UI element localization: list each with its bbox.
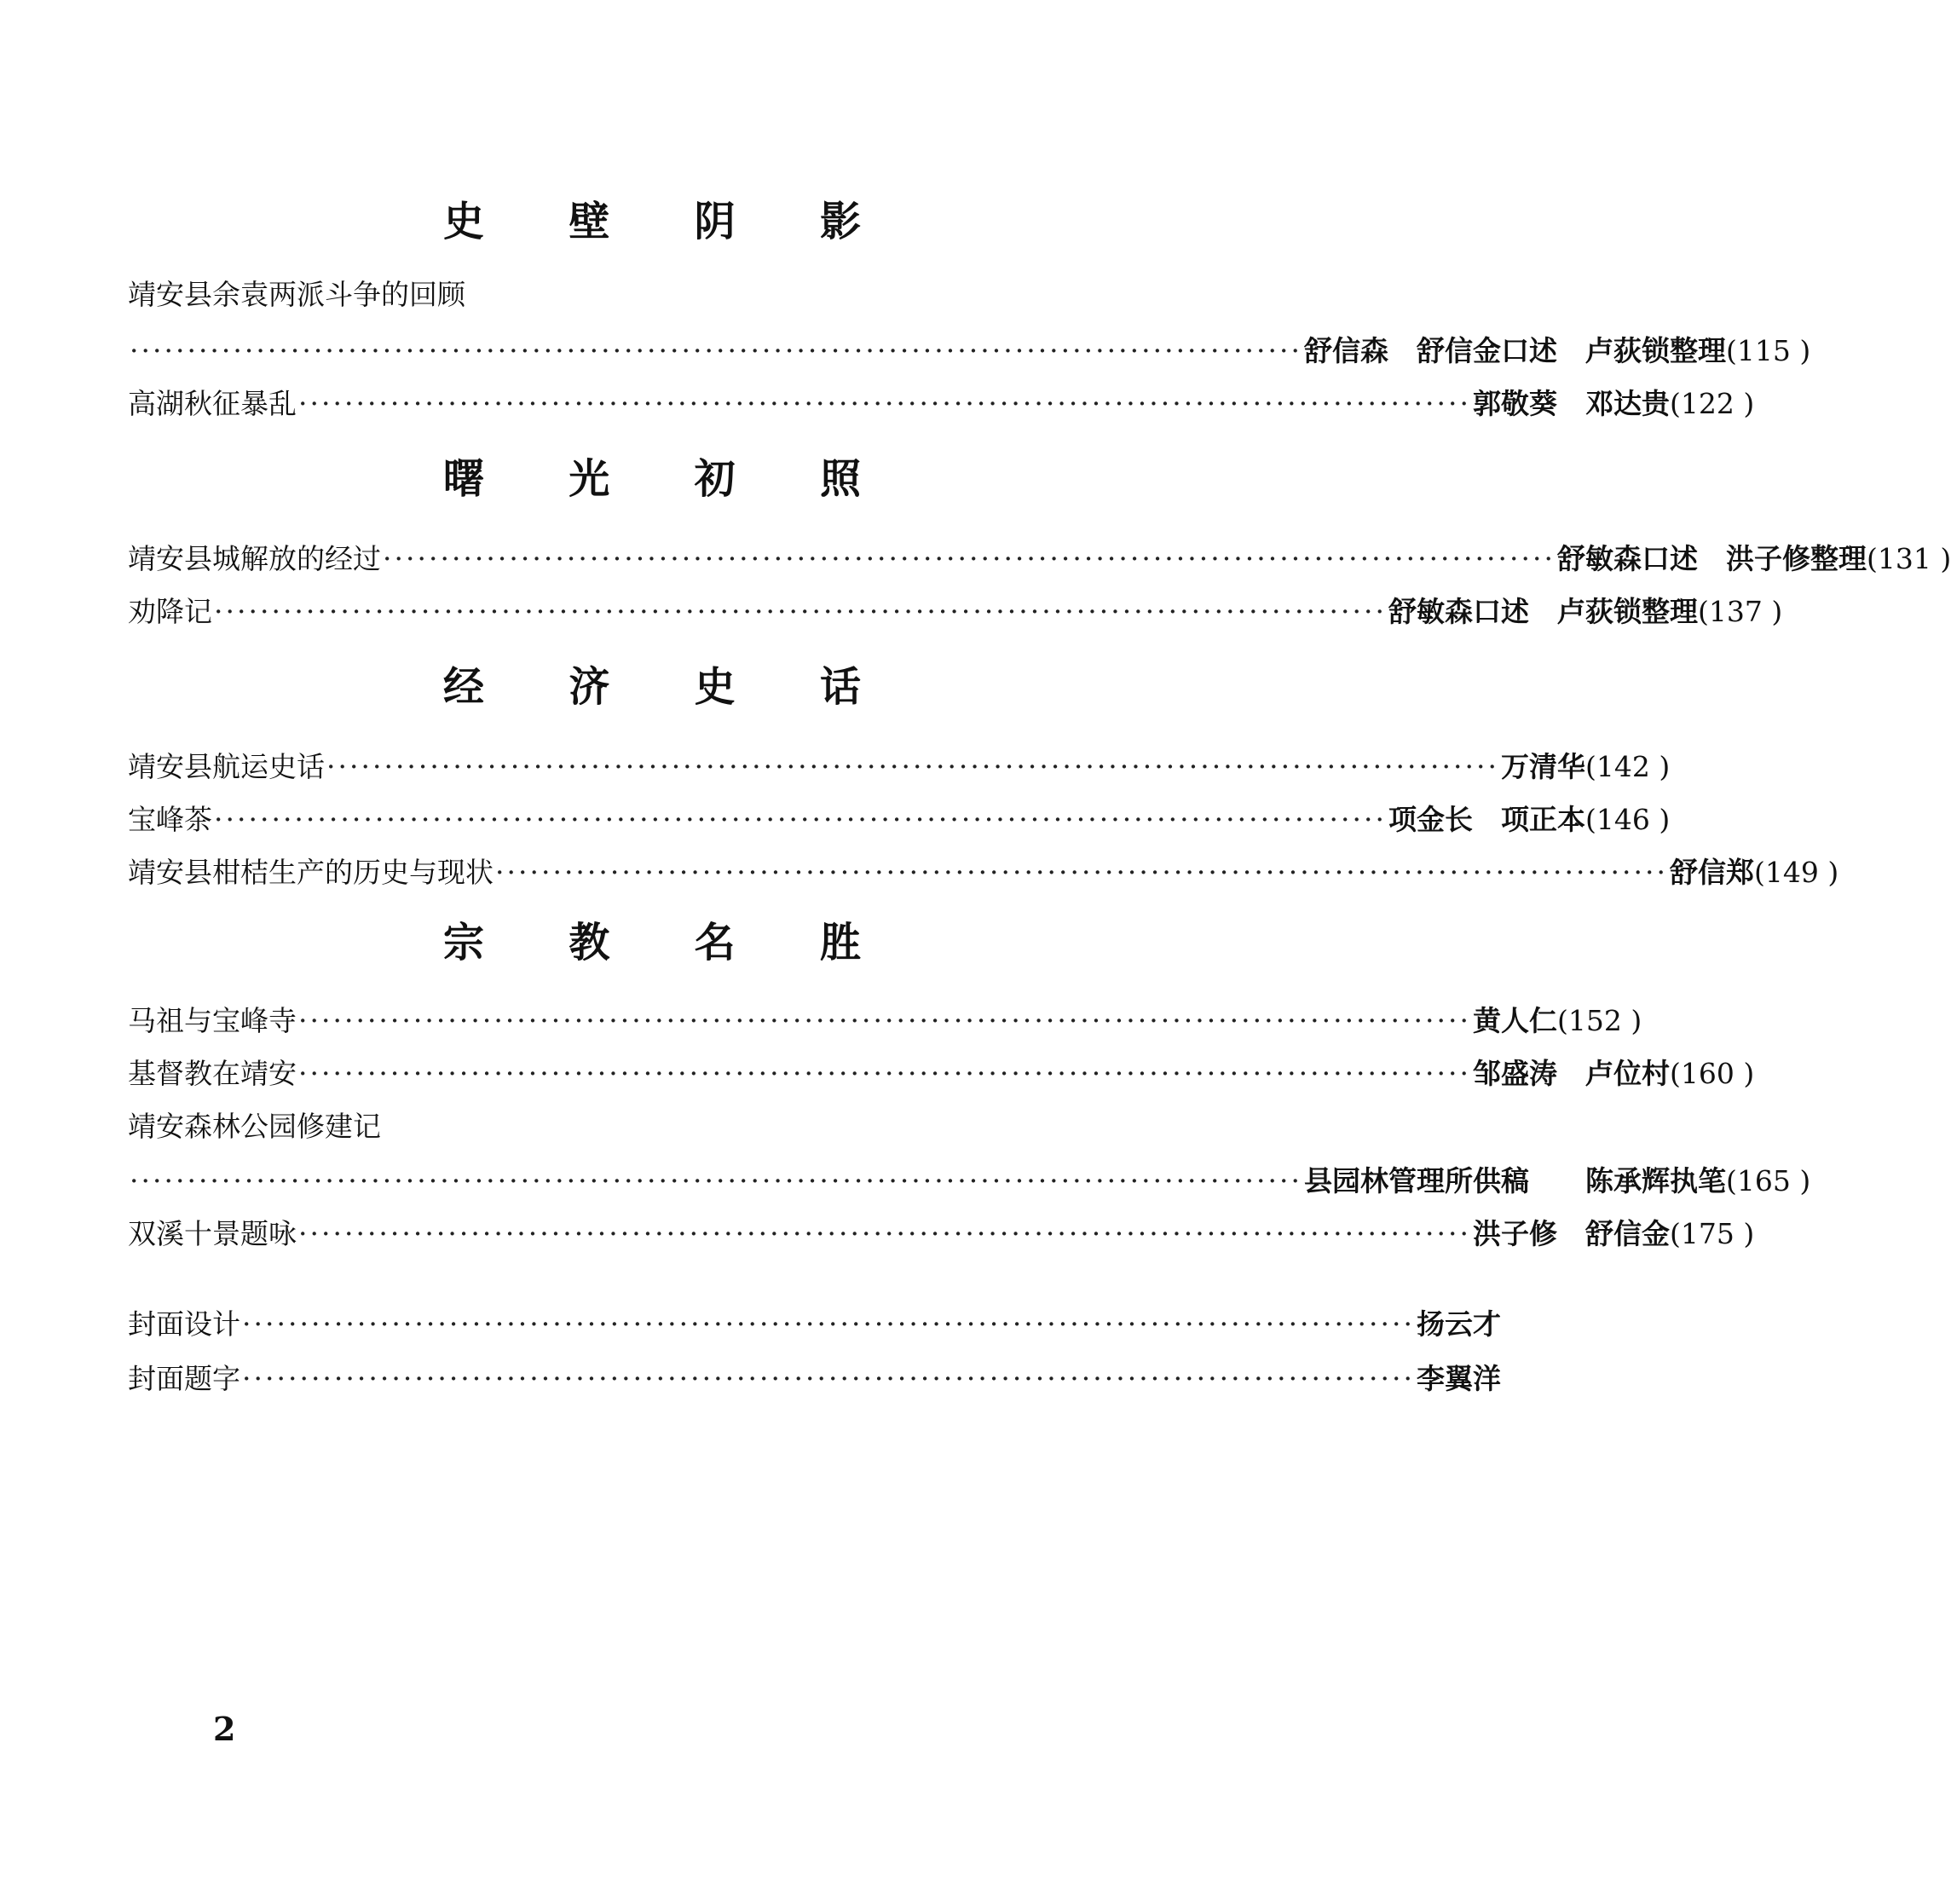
- leader-dots: ······································································································: [298, 1004, 1471, 1038]
- toc-entry-title: 劝降记: [128, 595, 212, 629]
- toc-entry-page: (142 ): [1584, 750, 1671, 784]
- section-title-char: 济: [569, 663, 610, 711]
- section-title-2: [443, 455, 861, 503]
- leader-dots: ······································································································: [130, 1164, 1302, 1198]
- section-title-char: 宗: [443, 919, 485, 966]
- section-title-char: 初: [694, 455, 736, 503]
- toc-entry-page: (165 ): [1725, 1164, 1811, 1198]
- section-title-char: 影: [819, 198, 861, 245]
- toc-entry-page: (152 ): [1556, 1004, 1642, 1038]
- toc-entry-credit: 洪子修 舒信金: [1472, 1217, 1670, 1251]
- leader-dots: ······································································································: [298, 1217, 1471, 1251]
- toc-entry[interactable]: [128, 378, 1755, 421]
- section-title-char: 话: [819, 663, 861, 711]
- leader-dots: ······································································································: [242, 1307, 1415, 1341]
- section-title-char: 光: [569, 455, 610, 503]
- toc-entry-credit: 郭敬葵 邓达贵: [1472, 387, 1670, 421]
- toc-entry-title: 宝峰茶: [128, 803, 212, 837]
- leader-dots: ······································································································: [298, 387, 1471, 421]
- leader-dots: ······································································································: [495, 856, 1668, 890]
- toc-entry[interactable]: [128, 534, 1951, 576]
- toc-entry-page: (160 ): [1669, 1057, 1755, 1091]
- toc-entry-title: 靖安县余袁两派斗争的回顾: [128, 278, 465, 311]
- leader-dots: ······································································································: [214, 803, 1387, 837]
- toc-entry[interactable]: [128, 741, 1671, 784]
- cover-credit-title: 封面题字: [128, 1362, 240, 1396]
- toc-entry-page: (149 ): [1753, 856, 1839, 890]
- toc-entry-title: 高湖秋征暴乱: [128, 387, 297, 421]
- section-title-4: [443, 919, 861, 966]
- toc-entry-page: (131 ): [1866, 542, 1951, 576]
- toc-entry-title: 双溪十景题咏: [128, 1217, 297, 1251]
- toc-entry-credit: 舒敏森口述 洪子修整理: [1556, 542, 1867, 576]
- toc-entry-credit: 舒信森 舒信金口述 卢荻锁整理: [1303, 334, 1726, 368]
- section-title-char: 阴: [694, 198, 736, 245]
- toc-entry-credit: 舒信郑: [1669, 856, 1754, 890]
- section-title-char: 壁: [569, 198, 610, 245]
- section-title-char: 曙: [443, 455, 485, 503]
- toc-entry-page: (175 ): [1669, 1217, 1755, 1251]
- toc-entry[interactable]: [128, 995, 1642, 1038]
- toc-entry[interactable]: [128, 326, 1811, 368]
- leader-dots: ······································································································: [298, 1057, 1471, 1091]
- leader-dots: ······································································································: [326, 750, 1499, 784]
- toc-entry-page: (146 ): [1584, 803, 1671, 837]
- cover-credit-title: 封面设计: [128, 1307, 240, 1341]
- toc-entry-title: 马祖与宝峰寺: [128, 1004, 297, 1038]
- toc-entry[interactable]: [128, 586, 1783, 629]
- toc-entry[interactable]: [128, 794, 1671, 837]
- section-title-char: 史: [694, 663, 736, 711]
- section-title-char: 胜: [819, 919, 861, 966]
- cover-credit-name: 扬云才: [1416, 1307, 1501, 1341]
- toc-entry-title: 靖安县航运史话: [128, 750, 325, 784]
- section-title-1: [443, 198, 861, 245]
- toc-entry-title: 靖安森林公园修建记: [128, 1110, 381, 1143]
- toc-entry-title: 基督教在靖安: [128, 1057, 297, 1091]
- section-title-char: 名: [694, 919, 736, 966]
- toc-entry-title: 靖安县城解放的经过: [128, 542, 381, 576]
- toc-entry-page: (137 ): [1697, 595, 1783, 629]
- toc-entry-credit: 县园林管理所供稿 陈承辉执笔: [1303, 1164, 1726, 1198]
- toc-entry-credit: 舒敏森口述 卢荻锁整理: [1388, 595, 1698, 629]
- page-number: 2: [213, 1710, 236, 1748]
- toc-entry[interactable]: [128, 847, 1839, 890]
- section-title-3: [443, 663, 861, 711]
- section-title-char: 照: [819, 455, 861, 503]
- leader-dots: ······································································································: [130, 334, 1302, 368]
- toc-entry-credit: 万清华: [1500, 750, 1585, 784]
- toc-entry[interactable]: [128, 1156, 1811, 1198]
- leader-dots: ······································································································: [383, 542, 1556, 576]
- toc-entry-credit: 项金长 项正本: [1388, 803, 1585, 837]
- toc-entry[interactable]: [128, 1209, 1755, 1251]
- leader-dots: ······································································································: [242, 1362, 1415, 1396]
- toc-entry-credit: 邹盛涛 卢位村: [1472, 1057, 1670, 1091]
- leader-dots: ······································································································: [214, 595, 1387, 629]
- toc-entry-page: (122 ): [1669, 387, 1755, 421]
- cover-credit-row: [128, 1353, 1501, 1396]
- toc-entry[interactable]: [128, 1048, 1755, 1091]
- toc-entry-title: 靖安县柑桔生产的历史与现状: [128, 856, 494, 890]
- toc-entry-page: (115 ): [1725, 334, 1811, 368]
- cover-credit-name: 李翼洋: [1416, 1362, 1501, 1396]
- section-title-char: 教: [569, 919, 610, 966]
- section-title-char: 经: [443, 663, 485, 711]
- section-title-char: 史: [443, 198, 485, 245]
- toc-entry-credit: 黄人仁: [1472, 1004, 1557, 1038]
- cover-credit-row: [128, 1299, 1501, 1341]
